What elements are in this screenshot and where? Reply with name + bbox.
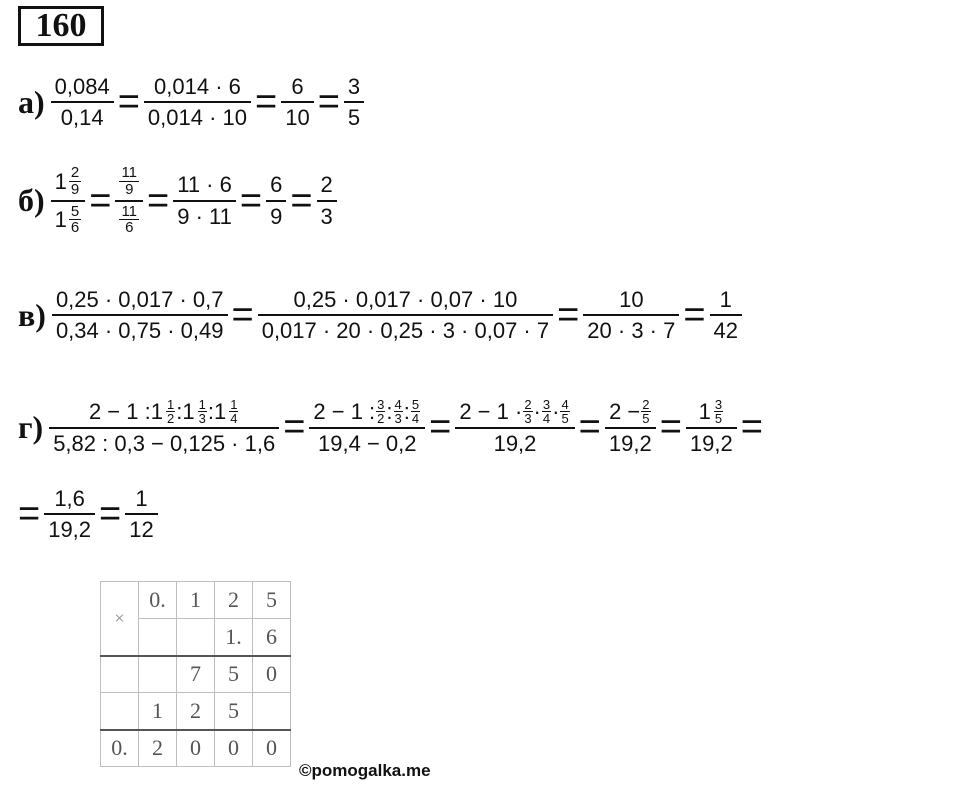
equals-sign: = (147, 179, 170, 222)
grid-cell: 0. (139, 582, 177, 619)
grid-cell: 0 (177, 730, 215, 767)
grid-cell: 2 (139, 730, 177, 767)
fraction: $\frac{0,25 \cdot 0,017 \cdot 0,07 \cdot 10}{0,017 \cdot 20 \cdot 0,25 \cdot 3 \cdot 0,07 \cdot 7}$ (258, 287, 553, 344)
equals-sign: = (255, 81, 278, 124)
watermark: ©pomogalka.me (299, 761, 431, 780)
equals-sign: = (99, 493, 122, 536)
equals-sign: = (578, 406, 601, 449)
grid-cell (139, 656, 177, 693)
grid-cell: 1 (177, 582, 215, 619)
grid-cell (177, 619, 215, 656)
fraction-g3: 2 − 1 · $\frac{2}{3}$ · $\frac{3}{4}$ · $\frac{4}{5}$ 19,2 (455, 398, 574, 456)
grid-cell: 1. (215, 619, 253, 656)
equals-sign: = (231, 294, 254, 337)
fraction: $\frac{1}{42}$ (710, 287, 742, 344)
equals-sign: = (659, 406, 682, 449)
label-v: в) (18, 296, 46, 333)
multiplication-grid (100, 581, 291, 767)
grid-cell: 5 (215, 693, 253, 730)
fraction: $\frac{0,014 \cdot 6}{0,014 \cdot 10}$ (144, 74, 251, 131)
grid-cell (139, 619, 177, 656)
grid-cell (101, 693, 139, 730)
fraction: $\frac{2}{3}$ (317, 172, 337, 229)
part-g (18, 398, 767, 456)
equals-sign: = (740, 406, 763, 449)
fraction: $\frac{1,6}{19,2}$ (44, 486, 95, 543)
equals-sign: = (557, 294, 580, 337)
equals-sign: = (429, 406, 452, 449)
grid-cell: 6 (253, 619, 291, 656)
equals-sign: = (317, 81, 340, 124)
equals-sign: = (117, 81, 140, 124)
fraction: $\frac{3}{5}$ (344, 74, 364, 131)
part-v (18, 287, 742, 344)
fraction: $\frac{6}{9}$ (266, 172, 286, 229)
fraction: $\frac{0,25 \cdot 0,017 \cdot 0,7}{0,34 \cdot 0,75 \cdot 0,49}$ (52, 287, 228, 344)
equals-sign: = (283, 406, 306, 449)
fraction-g5: 1 $\frac{3}{5}$ 19,2 (686, 398, 737, 456)
grid-cell (253, 693, 291, 730)
equals-sign: = (683, 294, 706, 337)
part-g-continued (18, 486, 158, 543)
fraction: $\frac{1}{12}$ (125, 486, 157, 543)
equals-sign: = (239, 179, 263, 222)
grid-cell: 0 (253, 656, 291, 693)
grid-cell (101, 656, 139, 693)
grid-cell: 5 (253, 582, 291, 619)
fraction: $\frac{6}{10}$ (281, 74, 313, 131)
grid-cell: × (101, 582, 139, 656)
fraction: $\frac{11 \cdot 6}{9 \cdot 11}$ (173, 172, 236, 229)
grid-cell: 7 (177, 656, 215, 693)
fraction-mixed-ratio: 1 $\frac{2}{9}$ 1 $\frac{5}{6}$ (51, 165, 86, 236)
fraction-g1: 2 − 1 : 1 $\frac{1}{2}$ : 1 $\frac{1}{3}$ : 1 $\frac{1}{4}$ 5,82 : 0,3 − 0,125 · 1,6 (49, 398, 279, 456)
grid-cell: 0 (253, 730, 291, 767)
equals-sign: = (290, 179, 313, 222)
problem-number: 160 (18, 6, 104, 46)
label-g: г) (18, 408, 44, 445)
fraction: $\frac{10}{20 \cdot 3 \cdot 7}$ (583, 287, 679, 344)
grid-cell: 0 (215, 730, 253, 767)
grid-row (101, 656, 291, 693)
label-b: б) (18, 182, 45, 218)
fraction-g2: 2 − 1 : $\frac{3}{2}$ : $\frac{4}{3}$ : $\frac{5}{4}$ 19,4 − 0,2 (309, 398, 425, 456)
grid-cell: 5 (215, 656, 253, 693)
equals-sign: = (18, 493, 41, 536)
fraction-g4: 2 − $\frac{2}{5}$ 19,2 (605, 398, 656, 456)
grid-row (101, 582, 291, 619)
grid-cell: 0. (101, 730, 139, 767)
grid-cell: 1 (139, 693, 177, 730)
grid-cell: 2 (215, 582, 253, 619)
fraction-complex: $\frac{\frac{11}{9}}{\frac{11}{6}}$ (115, 165, 143, 236)
grid-row (101, 693, 291, 730)
grid-cell: 2 (177, 693, 215, 730)
fraction: $\frac{0,084}{0,14}$ (51, 74, 114, 131)
grid-row (101, 730, 291, 767)
equals-sign: = (89, 179, 112, 222)
label-a: а) (18, 83, 45, 120)
part-b (18, 165, 337, 236)
part-a (18, 74, 364, 131)
